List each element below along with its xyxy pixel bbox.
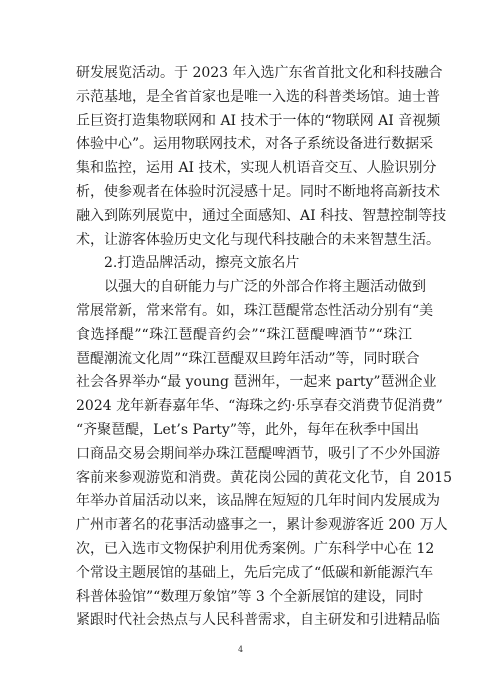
text-line-2: 示范基地，是全省首家也是唯一入选的科普类场馆。迪士普 [76,88,440,105]
text-line-8: 术，让游客体验历史文化与现代科技融合的未来智慧生活。 [76,231,440,248]
text-line-24: 紧跟时代社会热点与人民科普需求，自主研发和引进精品临 [76,612,440,629]
text-line-20: 广州市著名的花事活动盛事之一，累计参观游客近 200 万人 [76,517,448,534]
page-number: 4 [237,645,244,654]
text-line-11: 常展常新，常来常有。如，珠江琶醍常态性活动分别有“美 [76,302,434,319]
text-line-10: 以强大的自研能力与广泛的外部合作将主题活动做到 [104,279,426,296]
text-line-13: 琶醍潮流文化周”“珠江琶醍双旦跨年活动”等，同时联合 [76,350,420,367]
text-line-16: “齐聚琶醍，Let’s Party”等，此外，每年在秋季中国出 [76,421,419,438]
text-line-1: 研发展览活动。于 2023 年入选广东省首批文化和科技融合 [76,65,443,81]
section-heading: 2.打造品牌活动，擦亮文旅名片 [104,255,300,272]
text-line-18: 客前来参观游览和消费。黄花岗公园的黄花文化节，自 2015 [76,469,453,486]
body-text [76,62,453,633]
text-line-19: 年举办首届活动以来，该品牌在短短的几年时间内发展成为 [76,493,440,510]
text-line-21: 次，已入选市文物保护利用优秀案例。广东科学中心在 12 [76,540,435,557]
text-line-6: 析，使参观者在体验时沉浸感十足。同时不断地将高新技术 [76,183,440,200]
text-line-3: 丘巨资打造集物联网和 AI 技术于一体的“物联网 AI 音视频 [76,112,441,129]
text-line-22: 个常设主题展馆的基础上，先后完成了“低碳和新能源汽车 [76,564,434,581]
text-line-15: 2024 龙年新春嘉年华、“海珠之约·乐享春交消费节促消费” [76,398,443,415]
text-line-7: 融入到陈列展览中，通过全面感知、AI 科技、智慧控制等技 [76,207,447,224]
text-line-14: 社会各界举办“最 young 琶洲年，一起来 party”琶洲企业 [76,374,437,391]
text-line-23: 科普体验馆”“数理万象馆”等 3 个全新展馆的建设，同时 [76,588,424,605]
text-line-5: 集和监控，运用 AI 技术，实现人机语音交互、人脸识别分 [76,160,437,177]
text-line-17: 口商品交易会期间举办珠江琶醍啤酒节，吸引了不少外国游 [76,445,440,462]
text-line-12: 食选择醍”“珠江琶醍音约会”“珠江琶醍啤酒节”“珠江 [76,326,412,343]
text-line-4: 体验中心”。运用物联网技术，对各子系统设备进行数据采 [76,136,434,153]
